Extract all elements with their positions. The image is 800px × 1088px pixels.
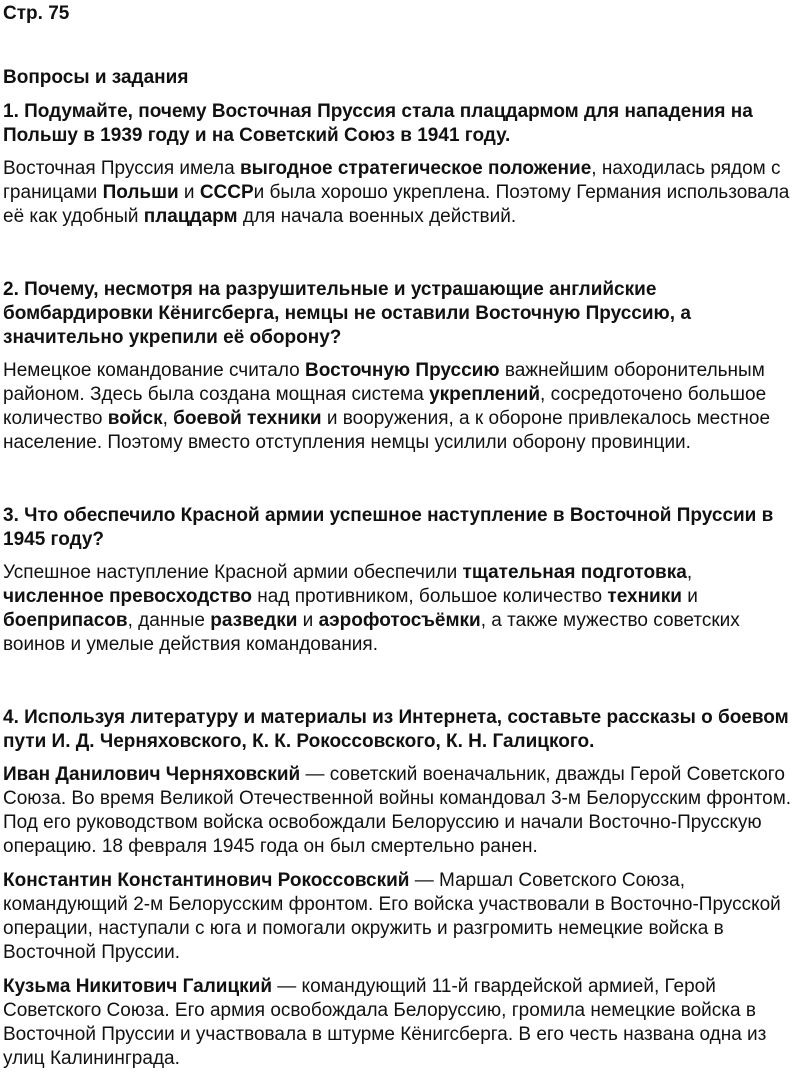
question-2: 2. Почему, несмотря на разрушительные и устрашающие английские бомбардировки Кёнигсберга, немцы не оставили Восточную Пруссию, а значительно укрепили её оборону? xyxy=(3,279,691,348)
answer-text: и xyxy=(297,610,319,631)
answer-text: важнейшим оборонительным районом. Здесь была создана мощная система xyxy=(3,360,765,405)
answer-keyword: выгодное стратегическое положение xyxy=(239,158,592,179)
question-3: 3. Что обеспечило Красной армии успешное наступление в Восточной Пруссии в 1945 году? xyxy=(3,505,774,550)
question-4: 4. Используя литературу и материалы из Интернета, составьте рассказы о боевом пути И. Д. Черняховского, К. К. Рокоссовского, К. Н. Галицкого. xyxy=(3,707,789,752)
answer-1 xyxy=(3,157,796,229)
answer-text: над противником, большое количество xyxy=(252,586,608,607)
answer-keyword: Кузьма Никитович Галицкий xyxy=(3,976,272,997)
answer-text: , данные xyxy=(127,610,211,631)
question-block-4 xyxy=(3,706,796,1071)
answer-text: , находилась рядом с границами xyxy=(3,158,781,203)
page-number: Стр. 75 xyxy=(3,3,70,24)
answer-keyword: разведки xyxy=(210,610,298,631)
answer-text: и xyxy=(681,586,698,607)
answer-text: Успешное наступление Красной армии обеспечили xyxy=(3,562,463,583)
answer-text: Восточная Пруссия имела xyxy=(3,158,240,179)
answer-text: , xyxy=(686,562,693,583)
answer-keyword: боеприпасов xyxy=(3,610,128,631)
question-1: 1. Подумайте, почему Восточная Пруссия стала плацдармом для нападения на Польшу в 1939 году и на Советский Союз в 1941 году. xyxy=(3,101,753,146)
answer-text: для начала военных действий. xyxy=(237,206,517,227)
answer-text: и вооружения, а к обороне привлекалось местное население. Поэтому вместо отступления немцы усилили оборону провинции. xyxy=(3,408,771,453)
answer-text: Немецкое командование считало xyxy=(3,360,306,381)
answer-4-rokossovsky xyxy=(3,869,796,965)
answer-keyword: войск xyxy=(107,408,163,429)
answer-keyword: укреплений xyxy=(429,384,541,405)
answer-keyword: численное превосходство xyxy=(3,586,252,607)
answer-keyword: техники xyxy=(607,586,682,607)
answer-keyword: тщательная подготовка xyxy=(462,562,687,583)
answer-4-chernyakhovsky xyxy=(3,763,796,859)
answer-text: , xyxy=(162,408,174,429)
answer-text: и была хорошо укреплена. Поэтому Германия использовала её как удобный xyxy=(3,182,790,227)
answer-3 xyxy=(3,561,796,657)
answer-text: — советский военачальник, дважды Герой Советского Союза. Во время Великой Отечественной войны командовал 3-м Белорусским фронтом. Под его руководством войска освобождали Белоруссию и начали Восточно-Прусскую операцию. 18 февраля 1945 года он был смертельно ранен. xyxy=(3,764,792,857)
answer-keyword: Иван Данилович Черняховский xyxy=(3,764,301,785)
question-block-1 xyxy=(3,100,796,229)
answer-keyword: плацдарм xyxy=(143,206,238,227)
answer-text: и xyxy=(178,182,200,203)
question-block-2 xyxy=(3,278,796,455)
answer-text: — командующий 11-й гвардейской армией, Герой Советского Союза. Его армия освобождала Белоруссию, громила немецкие войска в Восточной Пруссии и участвовала в штурме Кёнигсберга. В его честь названа одна из улиц Калининграда. xyxy=(3,976,767,1069)
answer-4-galitsky xyxy=(3,975,796,1071)
answer-text: — Маршал Советского Союза, командующий 2-м Белорусским фронтом. Его войска участвовали в Восточно-Прусской операции, наступали с юга и помогали окружить и разгромить немецкие войска в Восточной Пруссии. xyxy=(3,870,781,963)
answer-2 xyxy=(3,359,796,455)
answer-keyword: аэрофотосъёмки xyxy=(318,610,481,631)
document-page xyxy=(0,2,800,1088)
answer-keyword: СССР xyxy=(199,182,254,203)
answer-text: , а также мужество советских воинов и умелые действия командования. xyxy=(3,610,740,655)
answer-keyword: Константин Константинович Рокоссовский xyxy=(3,870,410,891)
answer-keyword: Восточную Пруссию xyxy=(305,360,500,381)
answer-keyword: боевой техники xyxy=(173,408,322,429)
section-title: Вопросы и задания xyxy=(3,67,189,88)
question-block-3 xyxy=(3,504,796,657)
answer-keyword: Польши xyxy=(102,182,179,203)
answer-text: , сосредоточено большое количество xyxy=(3,384,767,429)
